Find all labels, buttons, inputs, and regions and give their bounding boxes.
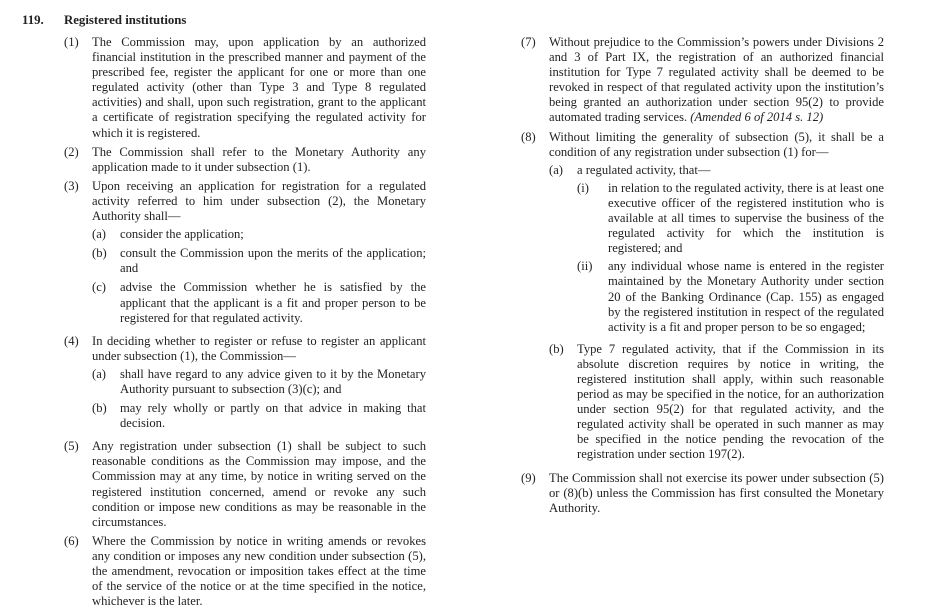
paragraph-text: advise the Commission whether he is satisfied by the applicant that the applicant is a fit and proper person to be registered for that regulated activity. <box>120 280 426 325</box>
section-title: Registered institutions <box>64 13 187 27</box>
subsection-6 <box>64 534 426 609</box>
subsection-number: (1) <box>64 35 79 49</box>
paragraph-text: consult the Commission upon the merits of the application; and <box>120 246 426 276</box>
paragraph-text: Type 7 regulated activity, that if the Commission in its absolute discretion requires by notice in writing, the registered institution shall apply, within such reasonable period as may be specified in the notice, for an authorization under section 95(2) for that regulated activity, and the regulated activity shall be operated in such manner as may be specified in the notice pending the revocation of the registration under section 197(2). <box>577 341 884 462</box>
paragraph-3b <box>92 246 426 276</box>
subsection-number: (8) <box>521 129 536 144</box>
subparagraph-text: any individual whose name is entered in the register maintained by the Monetary Authority under section 20 of the Banking Ordinance (Cap. 155) as engaged by the registered institution in respect of the regulated activity is a fit and proper person to be so engaged; <box>608 259 884 334</box>
paragraph-number: (b) <box>549 341 564 356</box>
subsection-number: (9) <box>521 470 536 485</box>
paragraph-3c <box>92 280 426 325</box>
paragraph-number: (b) <box>92 401 107 416</box>
paragraph-number: (a) <box>92 366 106 381</box>
paragraph-4a <box>92 367 426 397</box>
subsection-number: (4) <box>64 333 79 348</box>
subsection-8 <box>521 130 884 467</box>
right-column <box>521 35 884 520</box>
paragraph-text: shall have regard to any advice given to it by the Monetary Authority pursuant to subsection (3)(c); and <box>120 366 426 396</box>
subsection-5 <box>64 439 426 530</box>
subsection-2 <box>64 145 426 175</box>
subsection-7 <box>521 35 884 126</box>
subsection-number: (7) <box>521 35 536 49</box>
subsection-1 <box>64 35 426 141</box>
subsection-number: (6) <box>64 533 79 548</box>
paragraph-number: (b) <box>92 246 107 261</box>
paragraph-4b <box>92 401 426 431</box>
paragraph-8b <box>549 342 884 463</box>
section-number: 119. <box>22 13 44 27</box>
subsection-number: (3) <box>64 178 79 193</box>
subsection-text: Any registration under subsection (1) shall be subject to such reasonable conditions as the Commission may impose, and the Commission may at any time, by notice in writing served on the registered institution concerned, amend or revoke any such condition or impose new conditions as may be reasonable in the circumstances. <box>92 439 426 529</box>
subsection-3 <box>64 179 426 330</box>
subsection-number: (2) <box>64 144 79 159</box>
subsection-text: The Commission shall refer to the Monetary Authority any application made to it under subsection (1). <box>92 144 426 174</box>
subparagraph-number: (ii) <box>577 259 593 274</box>
left-column <box>64 35 426 613</box>
subparagraph-number: (i) <box>577 180 589 195</box>
subparagraph-text: in relation to the regulated activity, there is at least one executive officer of the registered institution who is available at all times to supervise the business of the regulated activity for which the institution is registered; and <box>608 180 884 256</box>
paragraph-text: a regulated activity, that— <box>577 162 711 177</box>
subsection-text: Upon receiving an application for registration for a regulated activity referred to him under subsection (2), the Monetary Authority shall— <box>92 178 426 224</box>
subsection-number: (5) <box>64 439 79 454</box>
paragraph-text: consider the application; <box>120 227 244 242</box>
subparagraph-8a-ii <box>577 259 884 334</box>
paragraph-number: (a) <box>549 162 563 177</box>
subsection-text: Without limiting the generality of subsection (5), it shall be a condition of any registration under subsection (1) for— <box>549 129 884 159</box>
paragraph-8a <box>549 163 884 338</box>
paragraph-number: (c) <box>92 280 106 295</box>
subsection-text: The Commission may, upon application by an authorized financial institution in the prescribed manner and payment of the prescribed fee, register the applicant for one or more than one regulated activity (other than Type 3 and Type 8 regulated activities) and shall, upon such registration, grant to the applicant a certificate of registration specifying the regulated activity for which it is registered. <box>92 35 426 140</box>
subsection-4 <box>64 334 426 436</box>
paragraph-text: may rely wholly or partly on that advice in making that decision. <box>120 401 426 431</box>
subsection-text: In deciding whether to register or refuse to register an applicant under subsection (1), the Commission— <box>92 333 426 363</box>
subparagraph-8a-i <box>577 181 884 256</box>
subsection-text: The Commission shall not exercise its power under subsection (5) or (8)(b) unless the Commission has first consulted the Monetary Authority. <box>549 470 884 515</box>
paragraph-number: (a) <box>92 227 106 242</box>
amendment-note: (Amended 6 of 2014 s. 12) <box>690 110 824 125</box>
subsection-text: Without prejudice to the Commission’s powers under Divisions 2 and 3 of Part IX, the registration of an authorized financial institution for Type 7 regulated activity shall be deemed to be revoked in respect of that regulated activity upon the institution’s being granted an authorization under section 95(2) to provide automated trading services. <box>549 35 884 125</box>
subsection-9 <box>521 471 884 516</box>
subsection-text: Where the Commission by notice in writing amends or revokes any condition or imposes any new condition under subsection (5), the amendment, revocation or imposition takes effect at the time of the service of the notice or at the time specified in the notice, whichever is the later. <box>92 533 426 609</box>
paragraph-3a <box>92 227 426 242</box>
